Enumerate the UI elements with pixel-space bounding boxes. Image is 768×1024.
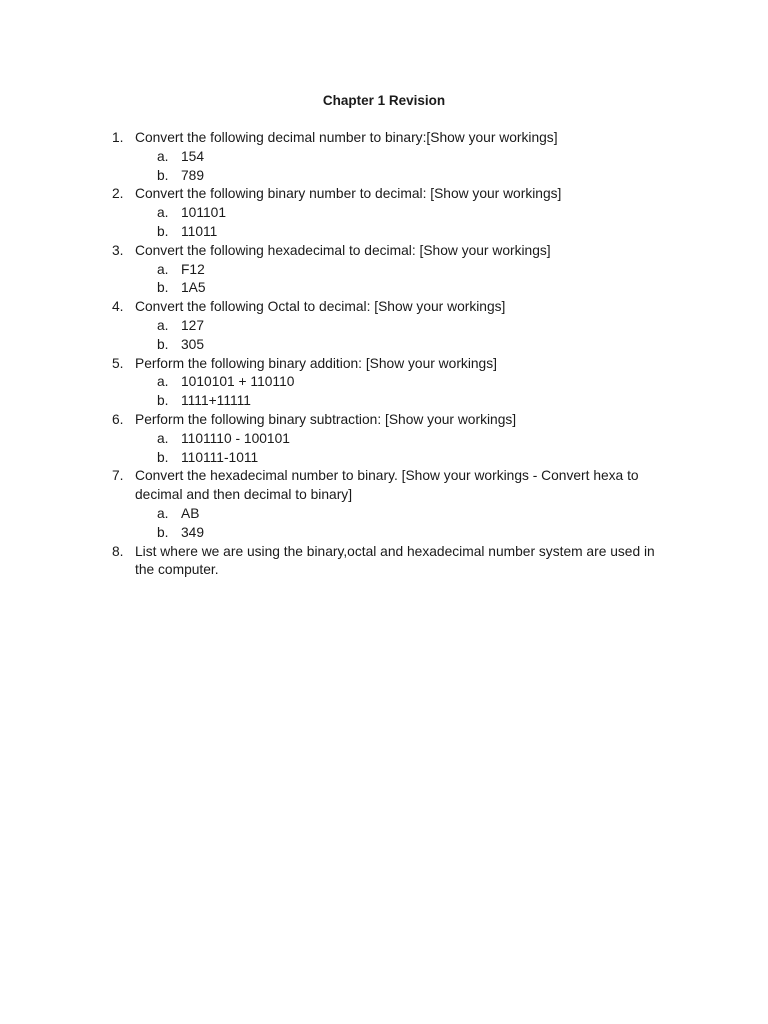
sub-question-letter: a. xyxy=(157,317,169,333)
question-number: 2. xyxy=(112,186,124,202)
sub-question-item xyxy=(135,373,672,392)
question-text: Convert the following decimal number to binary:[Show your workings] xyxy=(135,130,558,145)
sub-question-letter: b. xyxy=(157,223,169,239)
sub-question-letter: b. xyxy=(157,280,169,296)
sub-question-list xyxy=(135,204,672,242)
sub-question-letter: b. xyxy=(157,524,169,540)
sub-question-letter: a. xyxy=(157,430,169,446)
sub-question-letter: a. xyxy=(157,148,169,164)
question-item xyxy=(112,355,672,411)
question-number: 1. xyxy=(112,130,124,145)
question-text: Perform the following binary subtraction: [Show your workings] xyxy=(135,411,517,427)
sub-question-text: 127 xyxy=(181,317,205,333)
sub-question-text: 1A5 xyxy=(181,280,206,296)
question-list xyxy=(112,129,672,580)
question-item xyxy=(112,185,672,241)
page-title: Chapter 1 Revision xyxy=(322,93,446,108)
sub-question-item xyxy=(135,336,672,355)
sub-question-item xyxy=(135,167,672,186)
sub-question-item xyxy=(135,505,672,524)
question-text: Convert the following binary number to decimal: [Show your workings] xyxy=(135,186,562,202)
question-text: Convert the following hexadecimal to decimal: [Show your workings] xyxy=(135,242,551,258)
sub-question-text: AB xyxy=(181,505,200,521)
sub-question-list xyxy=(135,317,672,355)
sub-question-item xyxy=(135,317,672,336)
sub-question-item xyxy=(135,204,672,223)
sub-question-item xyxy=(135,392,672,411)
sub-question-item xyxy=(135,524,672,543)
sub-question-item xyxy=(135,223,672,242)
sub-question-list xyxy=(135,148,672,186)
sub-question-text: 1101110 - 100101 xyxy=(181,430,290,446)
sub-question-text: 101101 xyxy=(181,205,227,221)
sub-question-text: 11011 xyxy=(181,223,218,239)
question-item xyxy=(112,298,672,354)
sub-question-text: 110111-1011 xyxy=(181,449,259,465)
sub-question-list xyxy=(135,430,672,468)
sub-question-text: 1010101 + 110110 xyxy=(181,374,295,390)
sub-question-item xyxy=(135,279,672,298)
question-number: 7. xyxy=(112,468,124,484)
sub-question-text: 789 xyxy=(181,167,205,183)
sub-question-text: 154 xyxy=(181,148,205,164)
sub-question-letter: b. xyxy=(157,393,169,409)
question-item xyxy=(112,242,672,298)
question-text: List where we are using the binary,octal and hexadecimal number system are used in the computer. xyxy=(135,543,655,578)
sub-question-text: 305 xyxy=(181,336,205,352)
question-text: Convert the following Octal to decimal: [Show your workings] xyxy=(135,299,506,315)
sub-question-item xyxy=(135,430,672,449)
question-number: 3. xyxy=(112,242,124,258)
sub-question-item xyxy=(135,148,672,167)
sub-question-list xyxy=(135,373,672,411)
sub-question-list xyxy=(135,505,672,543)
sub-question-letter: a. xyxy=(157,205,169,221)
sub-question-text: 349 xyxy=(181,524,205,540)
question-item xyxy=(112,543,672,581)
sub-question-letter: a. xyxy=(157,505,169,521)
sub-question-text: F12 xyxy=(181,261,205,277)
question-number: 6. xyxy=(112,411,124,427)
sub-question-text: 1111+11111 xyxy=(181,393,251,409)
sub-question-letter: b. xyxy=(157,449,169,465)
sub-question-item xyxy=(135,449,672,468)
question-number: 5. xyxy=(112,355,124,371)
question-number: 4. xyxy=(112,299,124,315)
sub-question-letter: b. xyxy=(157,167,169,183)
sub-question-letter: a. xyxy=(157,261,169,277)
sub-question-letter: a. xyxy=(157,374,169,390)
sub-question-item xyxy=(135,261,672,280)
sub-question-list xyxy=(135,261,672,299)
question-item xyxy=(112,129,672,185)
question-text: Perform the following binary addition: [Show your workings] xyxy=(135,355,497,371)
question-item xyxy=(112,411,672,467)
sub-question-letter: b. xyxy=(157,336,169,352)
question-item xyxy=(112,467,672,542)
question-number: 8. xyxy=(112,543,124,559)
question-text: Convert the hexadecimal number to binary. [Show your workings - Convert hexa to decimal and then decimal to binary] xyxy=(135,468,639,503)
